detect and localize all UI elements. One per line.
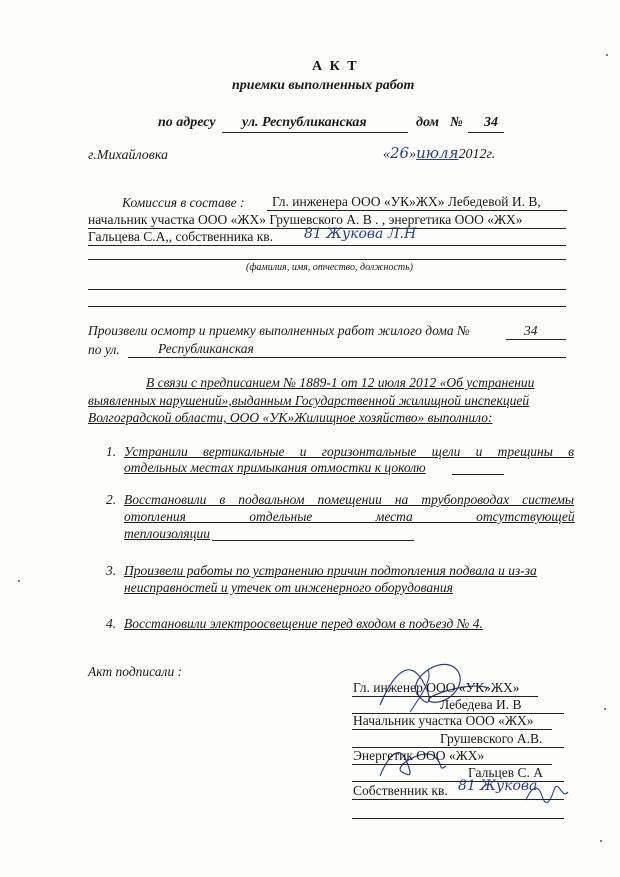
item-2-line3: теплоизоляции [124,526,210,541]
date-open-quote: « [383,147,390,162]
basis-line3: Волгоградской области, ООО «УК»Жилищное хозяйство» выполнило: [88,410,493,425]
item-4-line1: Восстановили электроосвещение перед входом в подъезд № 4. [124,616,483,631]
item-2-number: 2. [106,492,117,507]
inspection-street: Республиканская [158,341,254,356]
scan-speck [600,840,602,842]
date-year: 2012г. [458,147,496,162]
date [383,144,495,163]
commission-caption: (фамилия, имя, отчество, должность) [246,262,413,273]
inspection-street-prefix: по ул. [88,342,120,357]
signatory-3-name: Гальцев С. А [468,765,543,780]
item-2-line1: Восстановили в подвальном помещении на трубопроводах системы [124,492,574,507]
scan-speck [606,54,608,56]
house-number: 34 [484,115,498,130]
owner-handwritten: 81 Жукова Л.Н [304,226,417,242]
signed-by-label: Акт подписали : [88,664,183,679]
handwritten-signature-4 [522,782,572,806]
scan-speck [604,708,606,710]
signatory-1-name: Лебедева И. В [440,697,522,712]
scan-speck [18,580,20,582]
city: г.Михайловка [88,148,169,163]
signatory-4-position: Собственник кв. [353,783,448,798]
house-label: дом [416,115,440,130]
signatory-3-position: Энергетик ООО «ЖХ» [353,748,485,763]
commission-line2: начальник участка ООО «ЖХ» Грушевского А. В . , энергетика ООО «ЖХ» [88,212,523,227]
date-close-quote: » [409,147,417,162]
address-prefix: по адресу [158,115,216,130]
item-3-line2: неисправностей и утечек от инженерного оборудования [124,580,453,595]
signatory-2-position: Начальник участка ООО «ЖХ» [353,713,534,728]
commission-line1: Гл. инженера ООО «УК»ЖХ» Лебедевой И. В, [272,194,541,209]
address-street: ул. Республиканская [242,115,367,130]
signatory-1-position: Гл. инженер ООО «УК»ЖХ» [353,680,520,695]
document-title: А К Т [312,59,359,74]
item-4-number: 4. [106,616,117,631]
commission-lead: Комиссия в составе : [122,195,245,210]
basis-line2: выявленных нарушений»,выданным Государственной жилищной инспекцией [88,393,530,408]
signatory-2-name: Грушевского А.В. [440,731,543,746]
item-1-line1: Устранили вертикальные и горизонтальные щели и трещины в [124,444,574,459]
num-sign: № [450,115,463,130]
date-month: июля [416,144,459,162]
item-1-number: 1. [106,444,117,459]
signatory-4-handwritten: 81 Жукова [458,778,538,794]
commission-line3: Гальцева С.А,, собственника кв. [88,229,273,244]
document-subtitle: приемки выполненных работ [232,78,415,93]
item-2-line2: отопления отдельные места отсутствующей [124,509,575,524]
item-3-number: 3. [106,563,117,578]
date-day: 26 [390,144,410,162]
item-3-line1: Произвели работы по устранению причин подтопления подвала и из-за [124,563,537,578]
basis-line1: В связи с предписанием № 1889-1 от 12 июля 2012 «Об устранении [146,375,535,390]
inspection-line1: Произвели осмотр и приемку выполненных работ жилого дома № [88,323,470,338]
item-1-line2: отдельных местах примыкания отмостки к цоколю [124,460,426,475]
inspection-house-no: 34 [524,323,538,338]
